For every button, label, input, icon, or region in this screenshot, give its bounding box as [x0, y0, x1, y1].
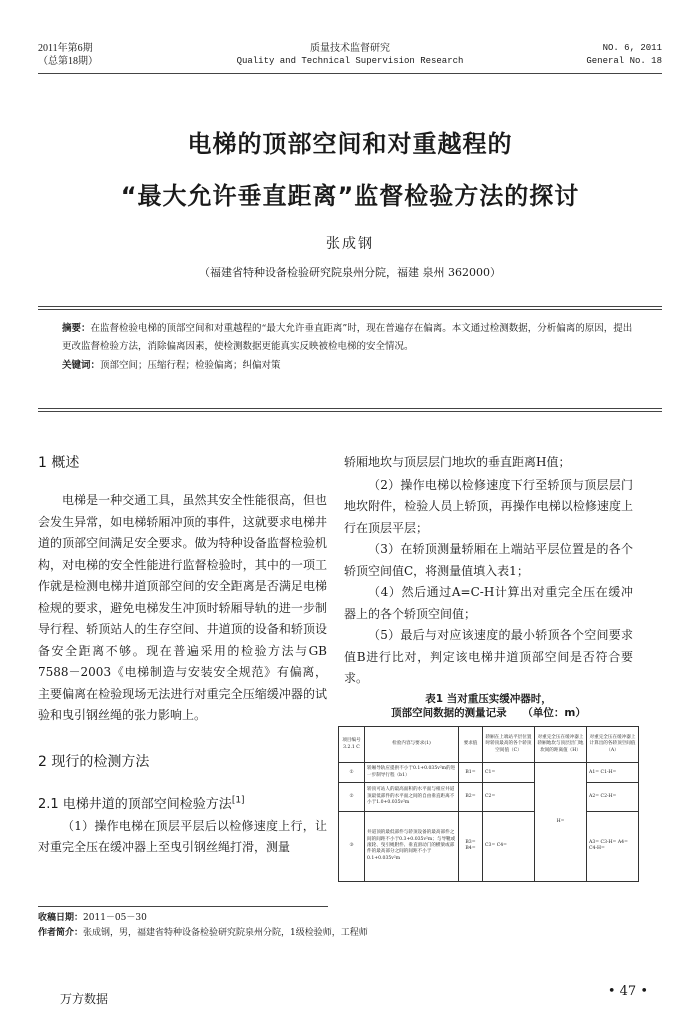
- step-3: （3）在轿顶测量轿厢在上端站平层位置是的各个轿顶空间值C，将测量值填入表1；: [344, 542, 633, 578]
- row-a: A3= C3-H= A4= C4-H=: [587, 811, 639, 881]
- th-content: 检验内容与要求(1): [365, 727, 459, 763]
- abstract-bottom-rule-2: [38, 411, 662, 412]
- th-a-value: 对重完全压在缓冲器上计算出的各轿顶空间值（A）: [587, 727, 639, 763]
- header-center: [200, 42, 500, 68]
- section-1-paragraph: 电梯是一种交通工具，虽然其安全性能很高，但也会发生异常，如电梯轿厢冲顶的事件，这就要求电梯井道的顶部空间满足安全要求。做为特种设备监督检验机构，对电梯的安全性能进行监督检验时，其中的一项工作就是检测电梯井道顶部空间的安全距离是否满足电梯检规的要求，避免电梯发生冲顶时轿厢导轨的进一步制导行程、轿顶站人的生存空间、井道顶的设备和轿顶设备安全距离不够。现在普遍采用的检验方法与GB 7588－2003《电梯制造与安装安全规范》有偏离，主要偏离在检验现场无法进行对重完全压缩缓冲器的试验和曳引钢丝绳的张力影响上。: [38, 493, 327, 722]
- abstract: [62, 320, 638, 375]
- table-1: [338, 726, 638, 882]
- th-required: 要求值: [459, 727, 483, 763]
- right-column: [344, 452, 633, 720]
- reference-marker: [1]: [231, 795, 245, 806]
- author-bio: [38, 927, 662, 940]
- received-value: 2011－05－30: [83, 913, 147, 923]
- header-rule: [38, 73, 662, 74]
- issue-no-en: NO. 6, 2011: [602, 43, 662, 53]
- row-no: ①: [339, 763, 365, 783]
- watermark: 万方数据: [60, 992, 109, 1006]
- left-column: [38, 452, 327, 859]
- article-affiliation: （福建省特种设备检验研究院泉州分院，福建 泉州 362000）: [199, 266, 501, 279]
- h-cell: H=: [535, 763, 587, 882]
- right-continuation: 轿厢地坎与顶层层门地坎的垂直距离H值；: [344, 455, 571, 469]
- row-a: A2= C2-H=: [587, 783, 639, 811]
- footnote-rule: [38, 906, 328, 907]
- section-2-1-heading: [38, 793, 327, 812]
- row-content: 轿顶可站人的最高面积的水平面与相应井道顶最低部件的水平面之间的自由垂直距离不小于1.0+0.035v²m: [365, 783, 459, 811]
- table-1-caption-line2: 顶部空间数据的测量记录 （单位：m）: [391, 706, 586, 719]
- article-author: 张成钢: [326, 236, 374, 252]
- abstract-top-rule: [38, 306, 662, 307]
- table-row: [339, 783, 639, 811]
- author-bio-value: 张成钢，男，福建省特种设备检验研究院泉州分院，1级检验师，工程师: [83, 928, 368, 938]
- section-2-1-title: 2.1 电梯井道的顶部空间检验方法: [38, 796, 232, 812]
- row-no: ③: [339, 811, 365, 881]
- table-1-caption-line1: 表1 当对重压实缓冲器时，: [425, 692, 552, 705]
- row-c: C3= C4=: [483, 811, 535, 881]
- row-a: A1= C1-H=: [587, 763, 639, 783]
- abstract-label: 摘要：: [62, 323, 91, 334]
- table-row: [339, 763, 639, 783]
- table-row: [339, 811, 639, 881]
- section-2-1-paragraph: （1）操作电梯在顶层平层后以检修速度上行，让对重完全压在缓冲器上至曳引钢丝绳打滑，测量: [38, 818, 327, 854]
- abstract-bottom-rule: [38, 408, 662, 409]
- section-2-heading: 2 现行的检测方法: [38, 753, 150, 770]
- received-label: 收稿日期：: [38, 913, 84, 923]
- general-no-en: General No. 18: [586, 56, 662, 66]
- abstract-top-rule-2: [38, 309, 662, 310]
- row-content: 轿厢导轨应提供不小于0.1+0.035v²m的进一步制导行程（b1）: [365, 763, 459, 783]
- journal-name-en: Quality and Technical Supervision Research: [236, 56, 464, 66]
- row-required: B1=: [459, 763, 483, 783]
- step-5: （5）最后与对应该速度的最小轿顶各个空间要求值B进行比对，判定该电梯井道顶部空间是否符合要求。: [344, 628, 633, 685]
- page-number: • 47 •: [607, 984, 648, 999]
- th-item-no: 项目编号 3.2.1 C: [339, 727, 365, 763]
- abstract-text: 在监督检验电梯的顶部空间和对重越程的“最大允许垂直距离”时，现在普遍存在偏离。本文通过检测数据，分析偏离的原因，提出更改监督检验方法，消除偏离因素，使检测数据更能真实反映被检电梯的安全情况。: [62, 323, 633, 352]
- footnotes: [38, 912, 662, 940]
- row-c: C1=: [483, 763, 535, 783]
- row-required: B3= B4=: [459, 811, 483, 881]
- row-c: C2=: [483, 783, 535, 811]
- row-no: ②: [339, 783, 365, 811]
- step-2: （2）操作电梯以检修速度下行至轿顶与顶层层门地坎附件，检验人员上轿顶，再操作电梯以检修速度上行在顶层平层；: [344, 477, 633, 535]
- table-1-caption: [344, 692, 633, 720]
- measurement-table: [338, 726, 639, 882]
- author-bio-label: 作者简介：: [38, 928, 84, 938]
- article-title-line2: “最大允许垂直距离”监督检验方法的探讨: [120, 182, 580, 210]
- journal-name-cn: 质量技术监督研究: [310, 43, 390, 54]
- th-h-value: 对重完全压在缓冲器上轿厢地坎与顶层层门地坎间的距离值（H）: [535, 727, 587, 763]
- row-content: 井道顶的最低部件与轿顶设备的最高部件之间的间距不小于0.3+0.035v²m；与导靴或滚轮、曳引绳附件、垂直滑动门的横梁或部件的最高部分之间的间距不小于0.1+0.035v²m: [365, 811, 459, 881]
- received-date: [38, 912, 662, 925]
- section-1-heading: 1 概述: [38, 455, 80, 471]
- article-title-line1: 电梯的顶部空间和对重越程的: [187, 130, 513, 158]
- header-left: [38, 42, 98, 68]
- step-4: （4）然后通过A=C-H计算出对重完全压在缓冲器上的各个轿顶空间值；: [344, 585, 633, 621]
- keywords-label: 关键词：: [62, 360, 101, 371]
- th-c-value: 轿厢在上端站平层位置时轿顶最高的各个轿顶空间值（C）: [483, 727, 535, 763]
- general-issue: （总第18期）: [38, 56, 98, 67]
- header-right: [586, 42, 662, 68]
- issue-number: 2011年第6期: [38, 43, 93, 54]
- row-required: B2=: [459, 783, 483, 811]
- keywords-text: 顶部空间；压缩行程；检验偏离；纠偏对策: [100, 360, 281, 371]
